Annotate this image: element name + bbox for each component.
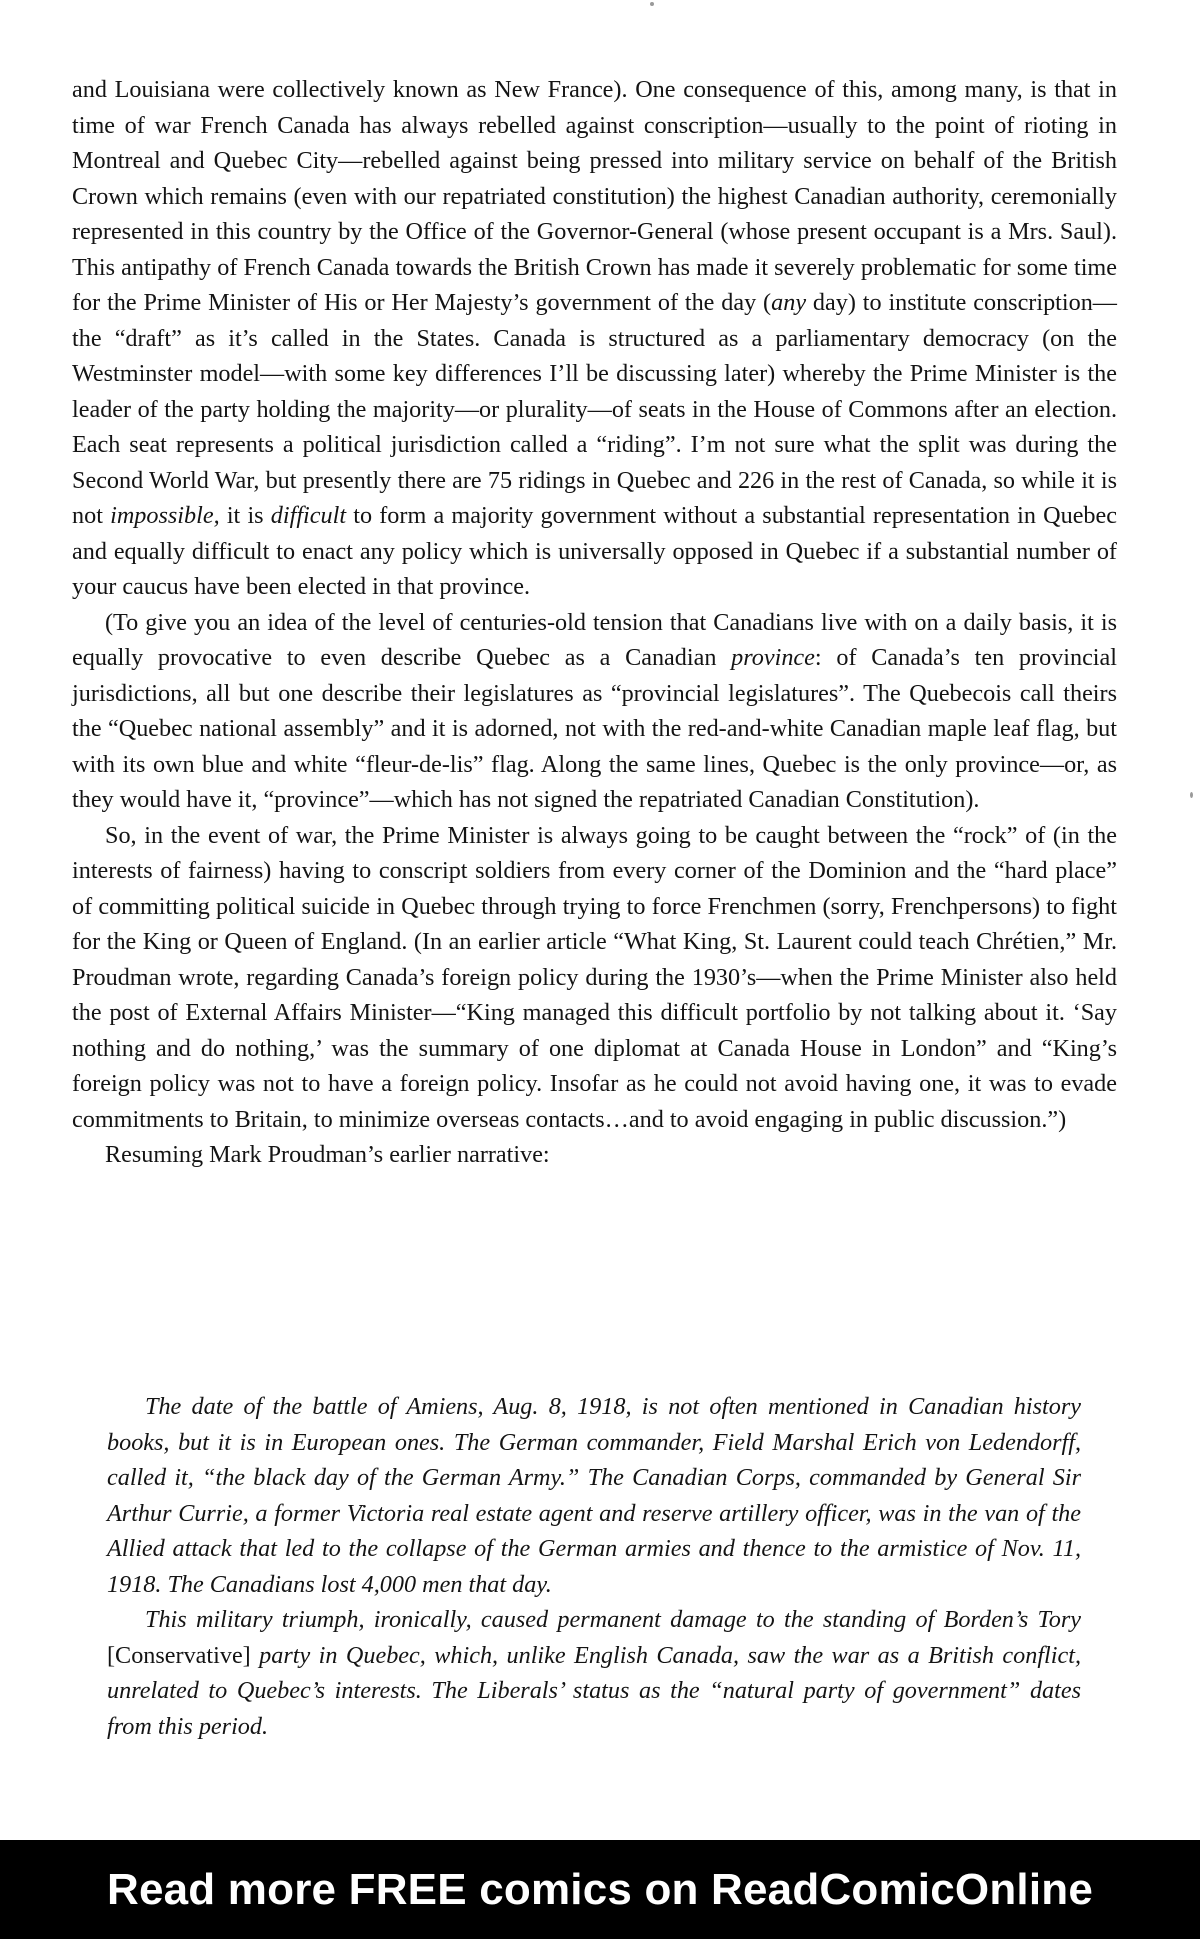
scan-speck [1190,792,1193,798]
paragraph-3: So, in the event of war, the Prime Minister is always going to be caught between the “rock” of (in the interests of fairness) having to conscript soldiers from every corner of the Dominion and the “hard place” of committing political suicide in Quebec through trying to force Frenchmen (sorry, Frenchpersons) to fight for the King or Queen of England. (In an earlier article “What King, St. Laurent could teach Chrétien,” Mr. Proudman wrote, regarding Canada’s foreign policy during the 1930’s—when the Prime Minister also held the post of External Affairs Minister—“King managed this difficult portfolio by not talking about it. ‘Say nothing and do nothing,’ was the summary of one diplomat at Canada House in London” and “King’s foreign policy was not to have a foreign policy. Insofar as he could not avoid having one, it was to evade commitments to Britain, to minimize overseas contacts…and to avoid engaging in public discussion.”) [72,821,1117,1133]
paragraph-2: (To give you an idea of the level of centuries-old tension that Canadians live with on a daily basis, it is equally provocative to even describe Quebec as a Canadian province: of Canada’s ten provincial jurisdictions, all but one describe their legislatures as “provincial legislatures”. The Quebecois call theirs the “Quebec national assembly” and it is adorned, not with the red-and-white Canadian maple leaf flag, but with its own blue and white “fleur-de-lis” flag. Along the same lines, Quebec is the only province—or, as they would have it, “province”—which has not signed the repatriated Canadian Constitution). [72,608,1117,813]
block-quote [107,1389,1081,1744]
paragraph-4: Resuming Mark Proudman’s earlier narrative: [105,1141,550,1168]
promo-banner[interactable] [0,1840,1200,1939]
quote-paragraph-2: This military triumph, ironically, caused permanent damage to the standing of Borden’s Tory [Conservative] party in Quebec, which, unlike English Canada, saw the war as a British conflict, unrelated to Quebec’s interests. The Liberals’ status as the “natural party of government” dates from this period. [107,1606,1081,1740]
scan-speck [650,2,654,6]
quote-paragraph-1: The date of the battle of Amiens, Aug. 8, 1918, is not often mentioned in Canadian history books, but it is in European ones. The German commander, Field Marshal Erich von Ledendorff, called it, “the black day of the German Army.” The Canadian Corps, commanded by General Sir Arthur Currie, a former Victoria real estate agent and reserve artillery officer, was in the van of the Allied attack that led to the collapse of the German armies and thence to the armistice of Nov. 11, 1918. The Canadians lost 4,000 men that day. [107,1393,1081,1598]
body-text [72,72,1117,1173]
promo-banner-text[interactable]: Read more FREE comics on ReadComicOnline [106,1864,1093,1914]
paragraph-1: and Louisiana were collectively known as New France). One consequence of this, among many, is that in time of war French Canada has always rebelled against conscription—usually to the point of rioting in Montreal and Quebec City—rebelled against being pressed into military service on behalf of the British Crown which remains (even with our repatriated constitution) the highest Canadian authority, ceremonially represented in this country by the Office of the Governor-General (whose present occupant is a Mrs. Saul). This antipathy of French Canada towards the British Crown has made it severely problematic for some time for the Prime Minister of His or Her Majesty’s government of the day (any day) to institute conscription—the “draft” as it’s called in the States. Canada is structured as a parliamentary democracy (on the Westminster model—with some key differences I’ll be discussing later) whereby the Prime Minister is the leader of the party holding the majority—or plurality—of seats in the House of Commons after an election. Each seat represents a political jurisdiction called a “riding”. I’m not sure what the split was during the Second World War, but presently there are 75 ridings in Quebec and 226 in the rest of Canada, so while it is not impossible, it is difficult to form a majority government without a substantial representation in Quebec and equally difficult to enact any policy which is universally opposed in Quebec if a substantial number of your caucus have been elected in that province. [72,76,1117,600]
